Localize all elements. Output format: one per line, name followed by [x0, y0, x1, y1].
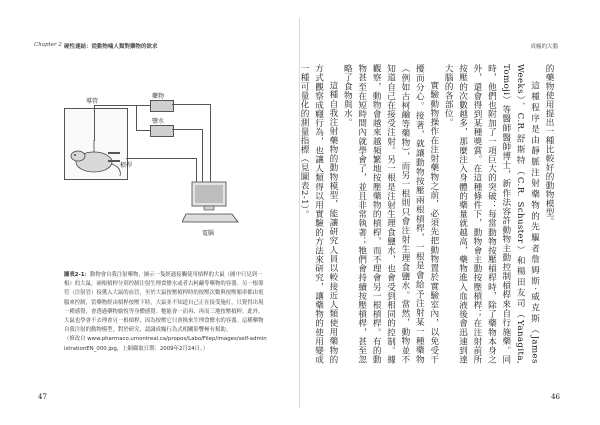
book-title: 成癮的大腦: [530, 44, 558, 50]
computer-icon: [182, 180, 240, 228]
label-lever: 槓桿: [120, 162, 133, 169]
label-saline: 鹽水: [152, 118, 165, 125]
label-tube: 導管: [86, 98, 99, 105]
page-number-right: 46: [551, 393, 560, 401]
cable-2: [172, 129, 202, 130]
rat-illustration: [68, 134, 124, 178]
chapter-label: Chapter 2: [34, 42, 62, 48]
right-page: [300, 0, 600, 425]
caption-number: 圖表2-1：: [64, 272, 90, 278]
figure-caption: [64, 271, 268, 354]
lever-drug: [108, 152, 120, 154]
chapter-title: 硬性連結：從動物嗑人類對藥物的欲求: [64, 44, 158, 50]
label-drug: 藥物: [152, 93, 165, 100]
page-number-left: 47: [38, 393, 47, 401]
saline-pump: [150, 125, 174, 137]
tube-connector: [94, 105, 150, 106]
cable-3v: [196, 158, 197, 182]
paragraph: 這種自我注射藥物的動物模型，能讓研究人員以較接近人類使用藥物的方式觀察成癮行為，也讓人類得以用實驗的方法來研究，讓藥物的使用變成一種可量化的測量指標（見圖表2-1）。: [299, 64, 338, 364]
cable-2v: [202, 129, 203, 182]
paragraph: 的藥物使用提出一種比較好的動物模型。: [544, 64, 554, 226]
label-computer: 電腦: [202, 230, 215, 237]
cable-1v: [210, 104, 211, 182]
saline-connector: [136, 130, 150, 131]
paragraph: 這種程序是由靜脈注射藥物的先驅者詹姆斯‧威克斯（James Weeks）、C.R.舒斯特（C.R. Schuster）和楊田友司（Yanagita, Tomoji）等醫師醫師博士，新作法容許動物主動控制槓桿來自行施藥。同時，他們也附加了一項巨大的突破：每當動物按壓槓桿時，除了藥物本身之外，還會得到某種獎賞。在這種條件下，動物會主動按壓槓桿；在注射前所按壓的次數越多，那麼注入身體的藥量就越高，藥物進入血液後會迅速到達大腦的各部位。: [443, 64, 540, 364]
saline-connector-v: [136, 106, 137, 130]
body-text-vertical: [299, 64, 556, 364]
caption-text: 動物會自我注射藥物，圖示一隻經過接觸使用槓桿的大鼠（圖中只見到一根）的大鼠，兩根槓桿分別控制注射生理食鹽水或者古柯鹼等藥物的容器。另一根導管（注射管）接獲入大鼠的血管，至於大鼠按壓槓桿時的按壓次數與按壓頻率都由電腦來控制，當藥物經由槓桿按壓下時，大鼠並不知道自己正在接受施打，只覺得出現一種感覺，會透過藥物愉悅等身體感覺。牠能會一而再、再而三地按壓槓桿。此外，大鼠也學會不去理會另一根槓桿，因為按壓它只會換來生理食鹽水的容器。這種藥物自我注射的動物模型，對於研究、認識成癮行為式相關影響極有幫助。: [64, 272, 264, 334]
lever-saline: [108, 160, 120, 162]
caption-source: （修改自 www.pharmaco.umontreal.ca/propos/Labo/Filep/images/self-administrationEN_000.jpg，上網擷取日期：2009年2月24日。）: [64, 336, 267, 352]
tube-line: [94, 105, 95, 141]
paragraph: 實驗動物操作在注射藥物之前，必須先把動物置於實驗室內，以免受干擾而分心。接著，就讓動物按壓兩根槓桿，一根是會給予注射某一種藥物（例如古柯鹼等藥物），而另一根則只會注射生理食鹽水。當然，動物並不知道自己在接受注射。另一根是注射生理食鹽水，也會受到相同的控制。據觀察，動物會越來越頻繁地按壓藥物的槓桿，而不理會另一根槓桿。有的動物甚至在短時間內就學會了，並且非常執著；牠們會持續按壓槓桿，甚至忽略了食物與水。: [342, 64, 439, 364]
cable-1: [172, 104, 210, 105]
drug-pump: [150, 100, 174, 112]
figure-self-administration-diagram: [64, 86, 264, 251]
cable-3: [126, 158, 196, 159]
